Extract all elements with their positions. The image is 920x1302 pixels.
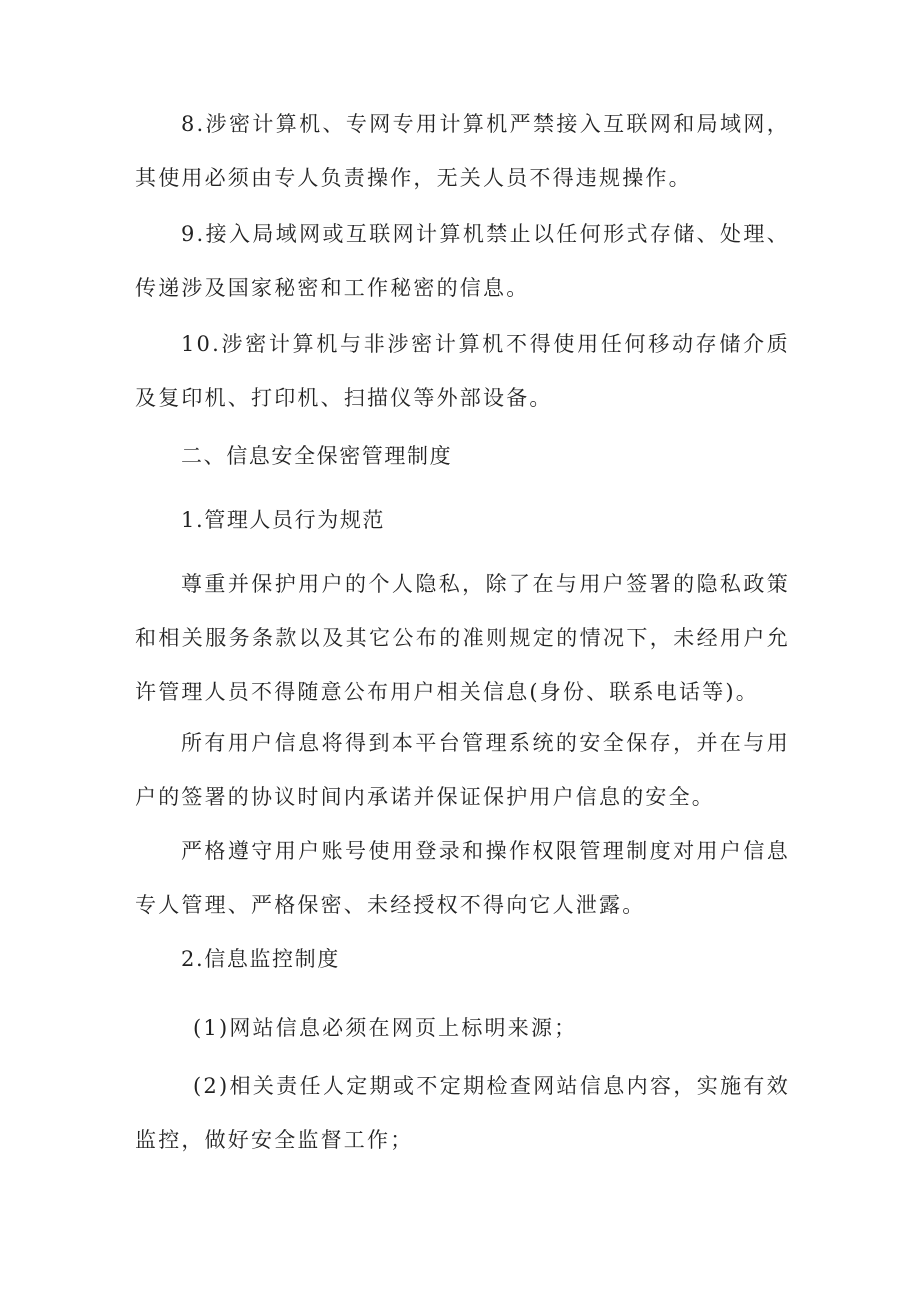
list-item-2: (2)相关责任人定期或不定期检查网站信息内容，实施有效监控，做好安全监督工作； [135,1074,790,1152]
subheading-staff-conduct: 1.管理人员行为规范 [181,508,386,532]
paragraph-rule-10: 10.涉密计算机与非涉密计算机不得使用任何移动存储介质及复印机、打印机、扫描仪等外部设备。 [135,332,790,410]
paragraph-rule-9: 9.接入局域网或互联网计算机禁止以任何形式存储、处理、传递涉及国家秘密和工作秘密的信息。 [135,222,790,300]
list-item-1: (1)网站信息必须在网页上标明来源； [193,1016,578,1040]
paragraph-privacy: 尊重并保护用户的个人隐私，除了在与用户签署的隐私政策和相关服务条款以及其它公布的准则规定的情况下，未经用户允许管理人员不得随意公布用户相关信息(身份、联系电话等)。 [135,572,790,704]
paragraph-user-info-safety: 所有用户信息将得到本平台管理系统的安全保存，并在与用户的签署的协议时间内承诺并保证保护用户信息的安全。 [135,731,790,809]
paragraph-account-management: 严格遵守用户账号使用登录和操作权限管理制度对用户信息专人管理、严格保密、未经授权不得向它人泄露。 [135,839,790,917]
section-heading-info-security: 二、信息安全保密管理制度 [181,444,453,468]
subheading-info-monitoring: 2.信息监控制度 [181,947,340,971]
paragraph-rule-8: 8.涉密计算机、专网专用计算机严禁接入互联网和局域网，其使用必须由专人负责操作，无关人员不得违规操作。 [135,112,790,190]
